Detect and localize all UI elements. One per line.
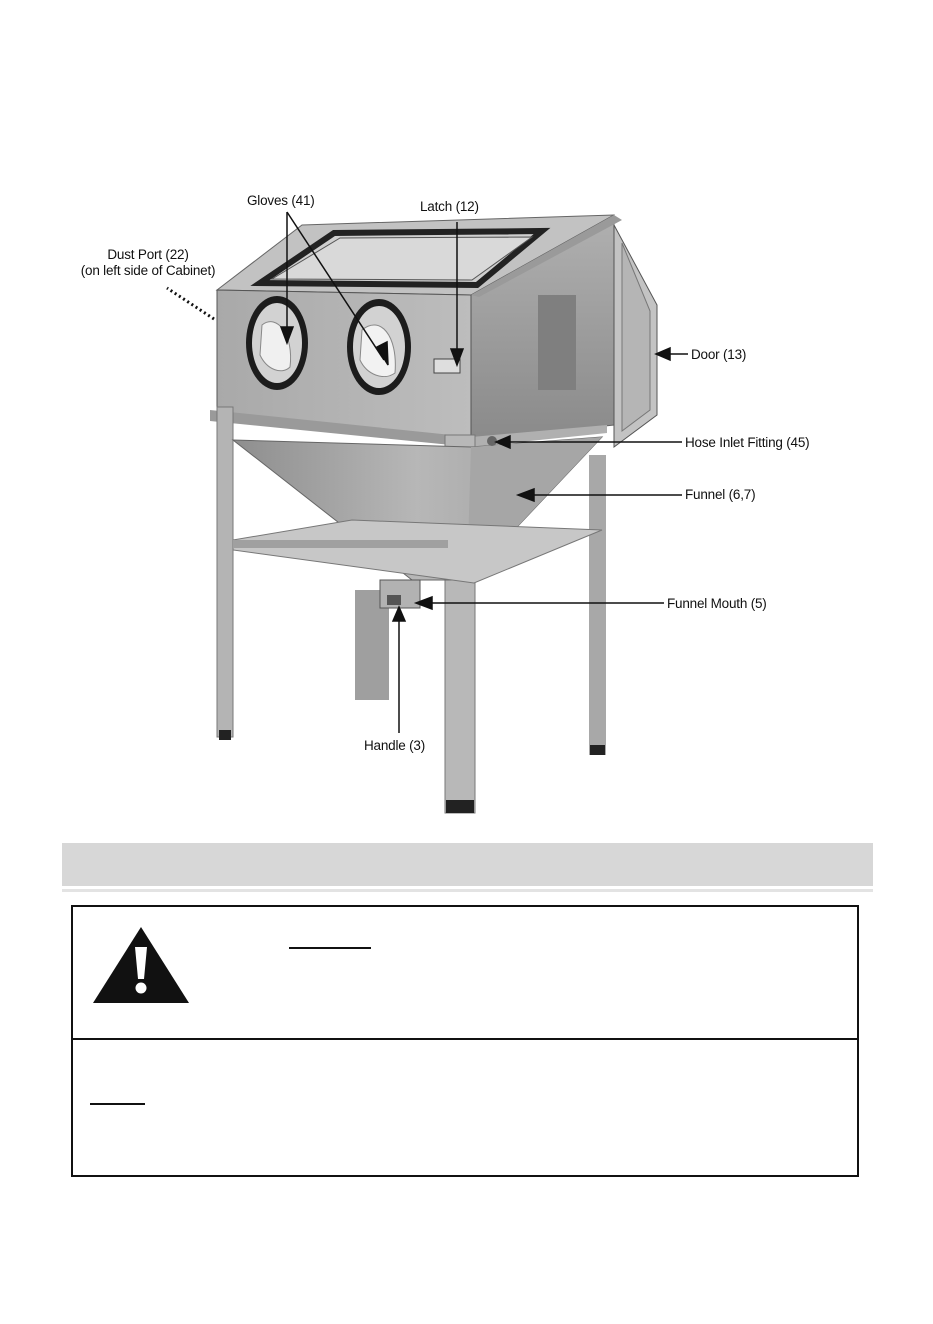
callout-gloves: Gloves (41) <box>247 193 315 208</box>
callout-door: Door (13) <box>691 347 747 362</box>
front-leg-left <box>217 407 233 737</box>
hose-inlet-fitting <box>487 436 497 446</box>
callout-handle: Handle (3) <box>364 738 426 753</box>
callout-hose-inlet: Hose Inlet Fitting (45) <box>685 435 810 450</box>
cabinet-figure <box>62 185 872 820</box>
glove-port-left <box>246 296 308 390</box>
section-rule <box>62 889 873 892</box>
rear-leg-right <box>589 455 606 755</box>
signal-word-underline <box>289 947 371 949</box>
callout-dust-port-line1: Dust Port (22) <box>107 247 189 262</box>
callout-latch: Latch (12) <box>420 199 479 214</box>
warning-divider <box>73 1038 857 1040</box>
warning-triangle-icon <box>91 925 191 1005</box>
note-underline <box>90 1103 145 1105</box>
section-heading-bar <box>62 843 873 886</box>
door <box>614 225 657 447</box>
callout-funnel-mouth: Funnel Mouth (5) <box>667 596 767 611</box>
warning-box <box>71 905 859 1177</box>
callout-dust-port-line2: (on left side of Cabinet) <box>80 263 216 278</box>
lower-shelf <box>233 520 602 583</box>
callout-funnel: Funnel (6,7) <box>685 487 756 502</box>
